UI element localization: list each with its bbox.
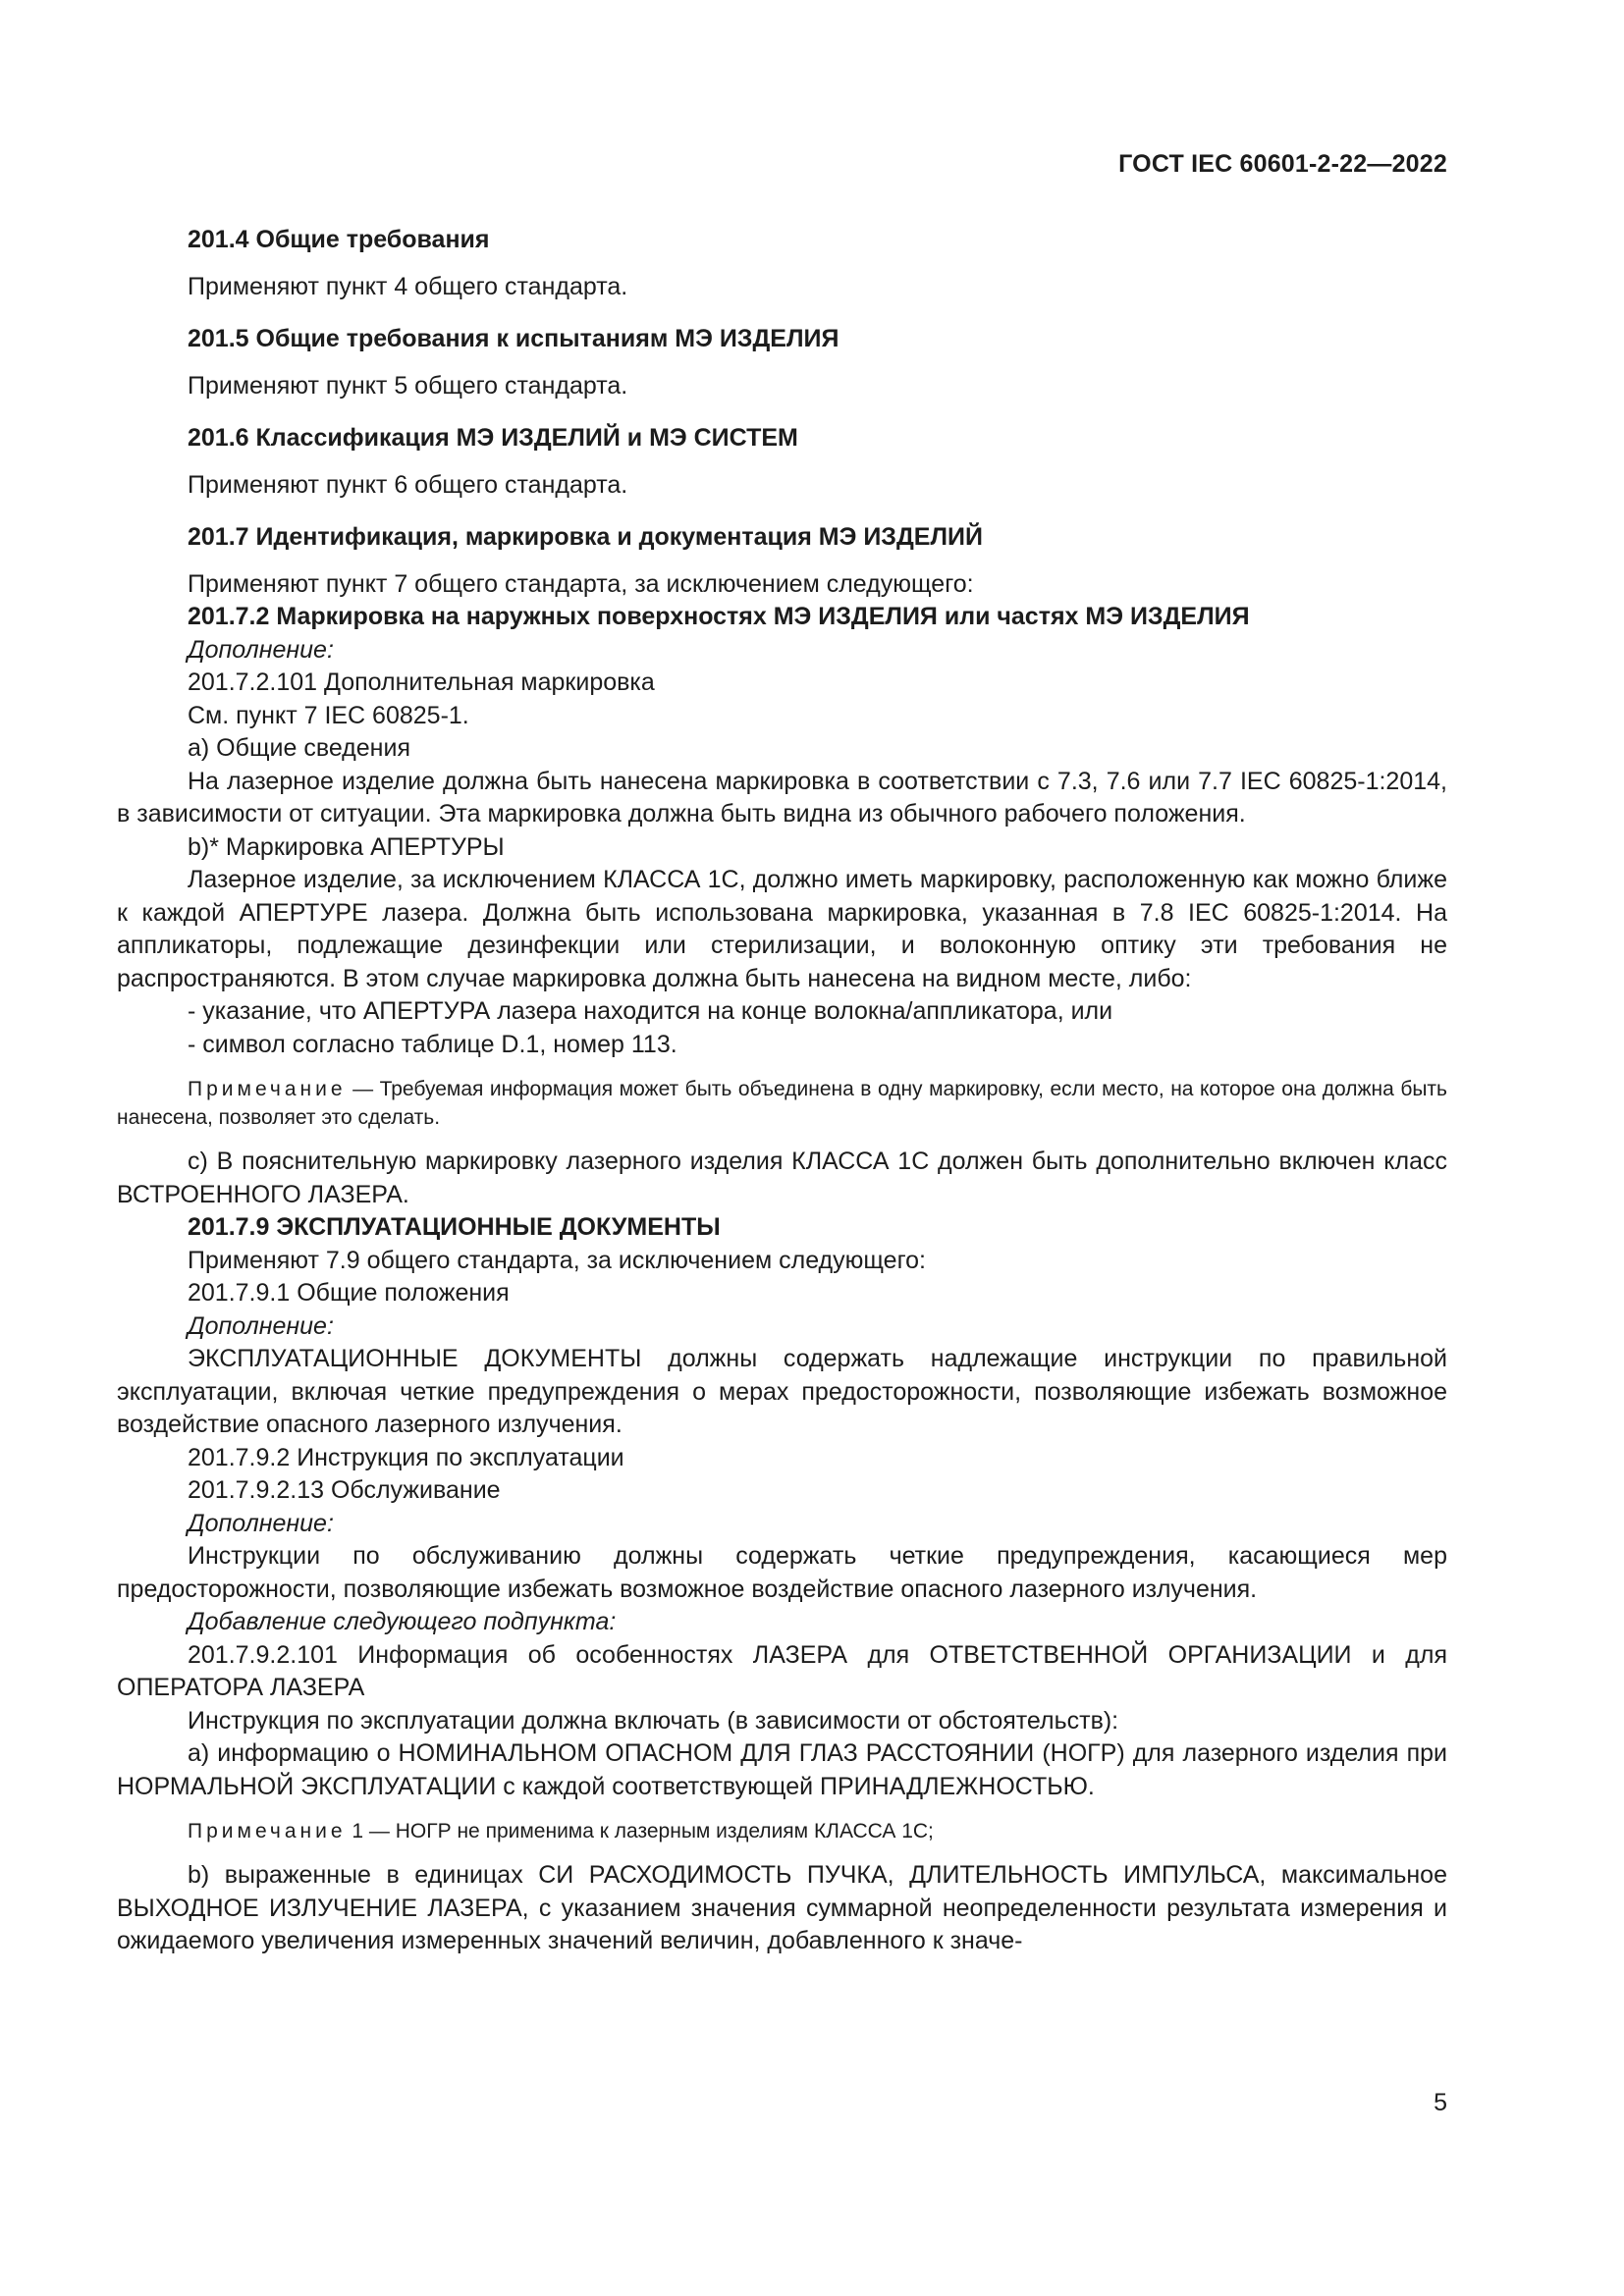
section-201-7-9-2-13-addition: Дополнение: xyxy=(188,1509,334,1537)
section-201-7-9-1-text: ЭКСПЛУАТАЦИОННЫЕ ДОКУМЕНТЫ должны содержать надлежащие инструкции по правильной эксплуатации, включая четкие предупреждения о мерах предосторожности, позволяющие избежать возможное воздействие опасного лазерного излучения. xyxy=(117,1345,1447,1438)
section-201-7-9-1-addition: Дополнение: xyxy=(188,1311,334,1340)
section-201-5-text: Применяют пункт 5 общего стандарта. xyxy=(188,371,628,400)
item-b-text: Лазерное изделие, за исключением КЛАССА 1С, должно иметь маркировку, расположенную как можно ближе к каждой АПЕРТУРЕ лазера. Должна быть использована маркировка, указанная в 7.8 IEC 60825-1:2014. На аппликаторы, подлежащие дезинфекции или стерилизации, и волоконную оптику эти требования не распространяются. В этом случае маркировка должна быть нанесена на видном месте, либо: xyxy=(117,866,1447,992)
section-201-7-9-text: Применяют 7.9 общего стандарта, за исключением следующего: xyxy=(188,1246,927,1274)
section-201-7-9-2-13-heading: 201.7.9.2.13 Обслуживание xyxy=(188,1476,501,1504)
info-b-text: b) выраженные в единицах СИ РАСХОДИМОСТЬ ПУЧКА, ДЛИТЕЛЬНОСТЬ ИМПУЛЬСА, максимальное ВЫХОДНОЕ ИЗЛУЧЕНИЕ ЛАЗЕРА, с указанием значения суммарной неопределенности результата измерения и ожидаемого увеличения измеренных значений величин, добавленного к значе- xyxy=(117,1861,1447,1954)
section-201-7-2-101-heading: 201.7.2.101 Дополнительная маркировка xyxy=(188,668,655,696)
note-2-text: 1 — НОГР не применима к лазерным изделиям КЛАССА 1С; xyxy=(346,1820,934,1842)
item-a-heading: а) Общие сведения xyxy=(188,734,410,762)
note-1-text: — Требуемая информация может быть объединена в одну маркировку, если место, на которое она должна быть нанесена, позволяет это сделать. xyxy=(117,1078,1447,1129)
item-c-text: с) В пояснительную маркировку лазерного изделия КЛАССА 1С должен быть дополнительно включен класс ВСТРОЕННОГО ЛАЗЕРА. xyxy=(117,1148,1447,1208)
section-201-7-2-heading: 201.7.2 Маркировка на наружных поверхностях МЭ ИЗДЕЛИЯ или частях МЭ ИЗДЕЛИЯ xyxy=(188,603,1250,630)
item-a-text: На лазерное изделие должна быть нанесена маркировка в соответствии с 7.3, 7.6 или 7.7 IEC 60825-1:2014, в зависимости от ситуации. Эта маркировка должна быть видна из обычного рабочего положения. xyxy=(117,767,1447,828)
section-201-7-9-1-heading: 201.7.9.1 Общие положения xyxy=(188,1279,510,1307)
note-1-lead: Примечание xyxy=(188,1078,347,1100)
section-201-6-heading: 201.6 Классификация МЭ ИЗДЕЛИЙ и МЭ СИСТЕМ xyxy=(188,424,798,452)
section-201-7-heading: 201.7 Идентификация, маркировка и документация МЭ ИЗДЕЛИЙ xyxy=(188,523,983,551)
section-201-7-9-2-heading: 201.7.9.2 Инструкция по эксплуатации xyxy=(188,1443,624,1471)
document-code-header: ГОСТ IEC 60601-2-22—2022 xyxy=(1118,150,1447,178)
section-201-5-heading: 201.5 Общие требования к испытаниям МЭ ИЗДЕЛИЯ xyxy=(188,325,839,352)
section-201-7-text: Применяют пункт 7 общего стандарта, за исключением следующего: xyxy=(188,569,974,598)
section-201-4-text: Применяют пункт 4 общего стандарта. xyxy=(188,272,628,300)
item-b-heading: b)* Маркировка АПЕРТУРЫ xyxy=(188,832,505,861)
section-201-6-text: Применяют пункт 6 общего стандарта. xyxy=(188,470,628,499)
section-201-7-9-2-101-heading: 201.7.9.2.101 Информация об особенностях ЛАЗЕРА для ОТВЕТСТВЕННОЙ ОРГАНИЗАЦИИ и для ОПЕРАТОРА ЛАЗЕРА xyxy=(117,1640,1447,1701)
section-201-7-2-addition: Дополнение: xyxy=(188,635,334,664)
info-a-text: а) информацию о НОМИНАЛЬНОМ ОПАСНОМ ДЛЯ ГЛАЗ РАССТОЯНИИ (НОГР) для лазерного изделия при НОРМАЛЬНОЙ ЭКСПЛУАТАЦИИ с каждой соответствующей ПРИНАДЛЕЖНОСТЬЮ. xyxy=(117,1739,1447,1800)
section-201-7-9-2-13-text: Инструкции по обслуживанию должны содержать четкие предупреждения, касающиеся мер предосторожности, позволяющие избежать возможное воздействие опасного лазерного излучения. xyxy=(117,1542,1447,1603)
section-201-7-9-heading: 201.7.9 ЭКСПЛУАТАЦИОННЫЕ ДОКУМЕНТЫ xyxy=(188,1213,721,1241)
subitem-addition-label: Добавление следующего подпункта: xyxy=(188,1608,617,1635)
note-2 xyxy=(117,1817,1447,1845)
section-201-7-9-2-101-text: Инструкция по эксплуатации должна включать (в зависимости от обстоятельств): xyxy=(188,1706,1119,1735)
note-2-lead: Примечание xyxy=(188,1820,347,1842)
page-number: 5 xyxy=(1434,2089,1447,2116)
item-b-dash-1: - указание, что АПЕРТУРА лазера находится на конце волокна/аппликатора, или xyxy=(188,997,1113,1025)
note-1 xyxy=(117,1075,1447,1132)
document-body xyxy=(117,224,1447,1958)
section-201-4-heading: 201.4 Общие требования xyxy=(188,226,490,253)
section-201-7-2-101-ref: См. пункт 7 IEC 60825-1. xyxy=(188,701,469,729)
item-b-dash-2: - символ согласно таблице D.1, номер 113. xyxy=(188,1030,677,1058)
